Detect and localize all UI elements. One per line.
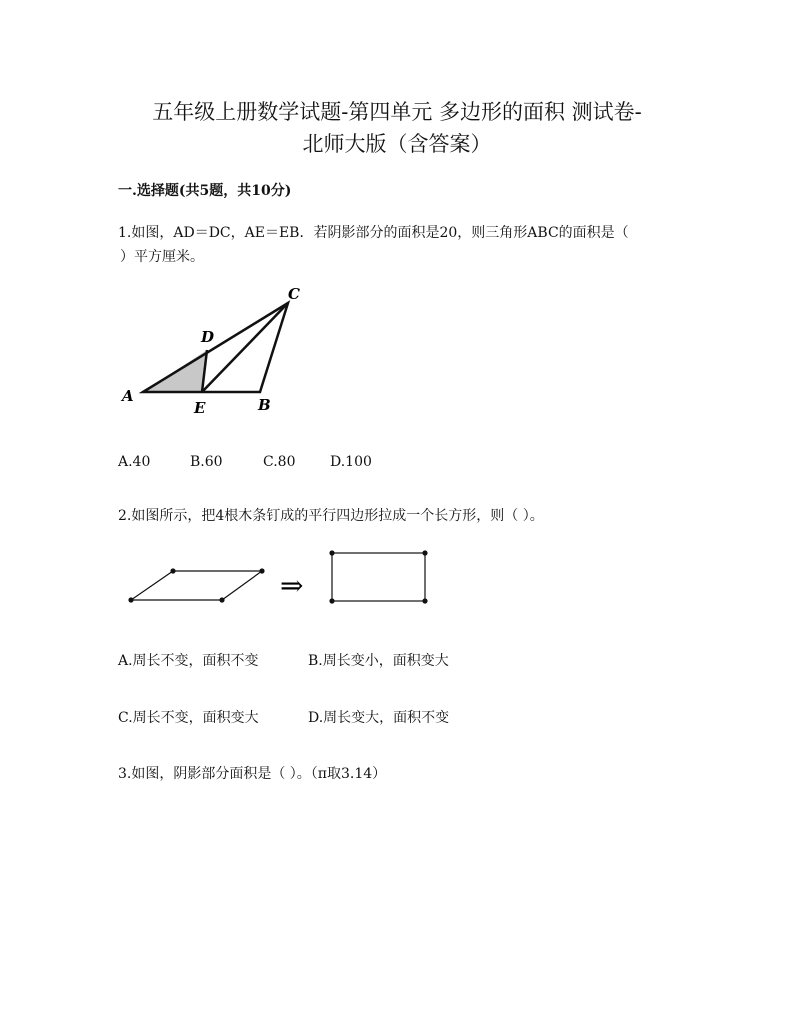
label-c: C [288,285,300,303]
document-title-line-2: 北师大版（含答案） [302,132,492,156]
label-b: B [258,396,271,414]
question-1-figure [110,280,320,420]
q1-option-b[interactable]: B.60 [190,454,223,470]
section-heading: 一.选择题(共5题，共10分) [118,183,292,199]
label-e: E [194,399,206,417]
question-1-line-2: ）平方厘米。 [120,249,204,265]
q2-option-c[interactable]: C.周长不变，面积变大 [118,710,259,726]
question-3-text: 3.如图，阴影部分面积是（ ）。（π取3.14） [118,766,387,782]
label-d: D [201,328,215,346]
q1-option-d[interactable]: D.100 [330,454,372,470]
question-1-text [118,221,678,269]
q2-option-b[interactable]: B.周长变小，面积变大 [308,653,449,669]
transform-arrow-icon: ⇒ [280,569,304,602]
rectangle [332,553,425,601]
question-2-figure [120,542,440,612]
q1-option-a[interactable]: A.40 [118,454,151,470]
q2-option-d[interactable]: D.周长变大，面积不变 [308,710,450,726]
question-1-line-1: 1.如图，AD＝DC，AE＝EB．若阴影部分的面积是20，则三角形ABC的面积是（ [118,225,629,241]
document-title-line-1: 五年级上册数学试题-第四单元 多边形的面积 测试卷- [152,100,642,124]
label-a: A [122,387,134,405]
q2-option-a[interactable]: A.周长不变，面积不变 [118,653,259,669]
question-2-text: 2.如图所示，把4根木条钉成的平行四边形拉成一个长方形，则（ ）。 [118,508,544,524]
parallelogram [131,571,262,600]
q1-option-c[interactable]: C.80 [263,454,296,470]
